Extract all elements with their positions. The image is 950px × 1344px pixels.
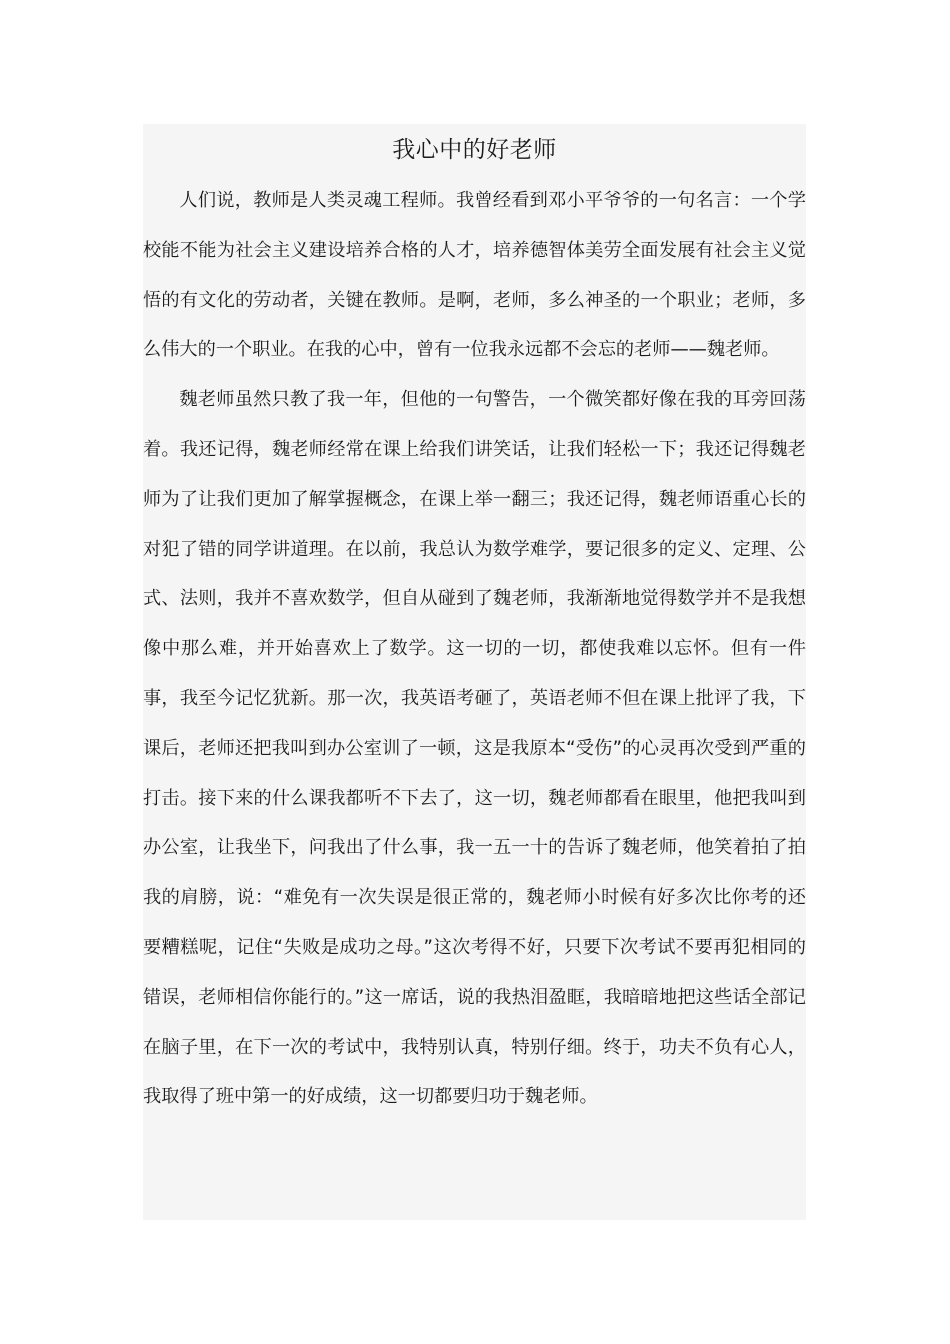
document-text-block (143, 124, 806, 1220)
document-title: 我心中的好老师 (392, 137, 557, 163)
paragraph-2: 魏老师虽然只教了我一年，但他的一句警告，一个微笑都好像在我的耳旁回荡着。我还记得，魏老师经常在课上给我们讲笑话，让我们轻松一下；我还记得魏老师为了让我们更加了解掌握概念，在课上举一翻三；我还记得，魏老师语重心长的对犯了错的同学讲道理。在以前，我总认为数学难学，要记很多的定义、定理、公式、法则，我并不喜欢数学，但自从碰到了魏老师，我渐渐地觉得数学并不是我想像中那么难，并开始喜欢上了数学。这一切的一切，都使我难以忘怀。但有一件事，我至今记忆犹新。那一次，我英语考砸了，英语老师不但在课上批评了我，下课后，老师还把我叫到办公室训了一顿，这是我原本“受伤”的心灵再次受到严重的打击。接下来的什么课我都听不下去了，这一切，魏老师都看在眼里，他把我叫到办公室，让我坐下，问我出了什么事，我一五一十的告诉了魏老师，他笑着拍了拍我的肩膀，说：“难免有一次失误是很正常的，魏老师小时候有好多次比你考的还要糟糕呢，记住“失败是成功之母。”这次考得不好，只要下次考试不要再犯相同的错误，老师相信你能行的。”这一席话，说的我热泪盈眶，我暗暗地把这些话全部记在脑子里，在下一次的考试中，我特别认真，特别仔细。终于，功夫不负有心人，我取得了班中第一的好成绩，这一切都要归功于魏老师。 (143, 389, 806, 1108)
paragraph-1: 人们说，教师是人类灵魂工程师。我曾经看到邓小平爷爷的一句名言：一个学校能不能为社会主义建设培养合格的人才，培养德智体美劳全面发展有社会主义觉悟的有文化的劳动者，关键在教师。是啊，老师，多么神圣的一个职业；老师，多么伟大的一个职业。在我的心中，曾有一位我永远都不会忘的老师——魏老师。 (143, 190, 806, 361)
